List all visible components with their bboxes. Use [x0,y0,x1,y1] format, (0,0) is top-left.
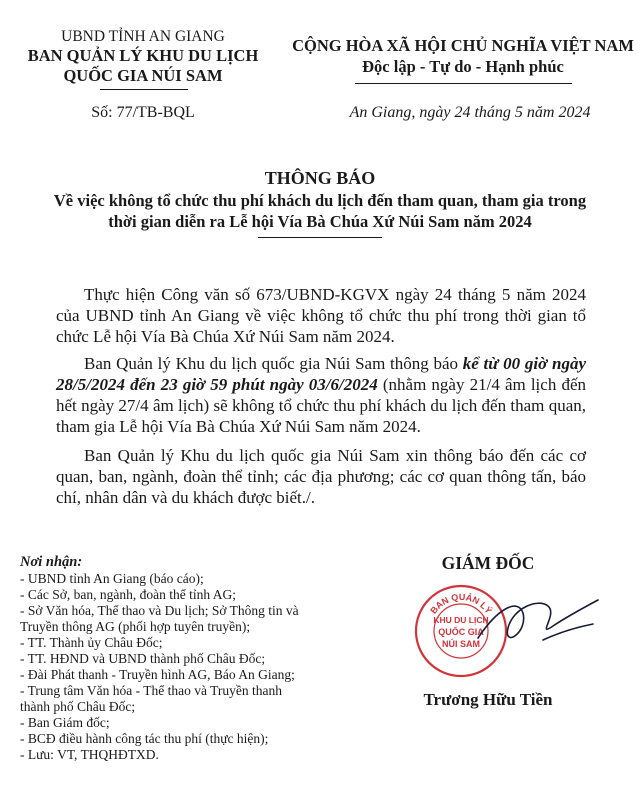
national-heading [286,36,640,78]
document-number: Số: 77/TB-BQL [91,104,195,121]
paragraph-3-text: Ban Quản lý Khu du lịch quốc gia Núi Sam xin thông báo đến các cơ quan, ban, ngành, đoàn thể tỉnh; các địa phương; các cơ quan thông tấn, báo chí, nhân dân và du khách được biết./. [56,446,586,507]
paragraph-3 [56,445,586,508]
paragraph-2-text-end: (nhằm ngày 21/4 âm lịch đến hết ngày 27/4 âm lịch) sẽ không tổ chức thu phí khách du lịch đến tham quan, tham gia Lễ hội Vía Bà Chúa Xứ Núi Sam năm 2024. [56,375,586,436]
recipient-item: Truyền thông AG (phối hợp tuyên truyền); [20,619,251,634]
official-stamp [408,578,608,688]
agency-name-line2: QUỐC GIA NÚI SAM [63,66,223,85]
recipients-list [20,553,320,763]
recipients-heading: Nơi nhận: [20,554,83,570]
issuing-body [0,28,286,86]
national-motto: Độc lập - Tự do - Hạnh phúc [362,57,564,76]
signer-title: GIÁM ĐỐC [441,553,535,573]
recipient-item: - Các Sở, ban, ngành, đoàn thể tỉnh AG; [20,587,236,602]
recipient-item: - BCĐ điều hành công tác thu phí (thực hiện); [20,731,269,746]
paragraph-1-text: Thực hiện Công văn số 673/UBND-KGVX ngày 24 tháng 5 năm 2024 của UBND tỉnh An Giang về việc không tổ chức thu phí trong thời gian tổ chức Lễ hội Vía Bà Chúa Xứ Núi Sam năm 2024. [56,285,586,346]
province-committee: UBND TỈNH AN GIANG [61,28,225,45]
recipient-item: - Sở Văn hóa, Thể thao và Du lịch; Sở Thông tin và [20,603,299,618]
subject-line2: thời gian diễn ra Lễ hội Vía Bà Chúa Xứ Núi Sam năm 2024 [108,212,532,231]
signer-name: Trương Hữu Tiền [423,690,553,709]
country-name: CỘNG HÒA XÃ HỘI CHỦ NGHĨA VIỆT NAM [292,36,634,55]
stamp-line2: QUỐC GIA [438,627,484,637]
document-title: THÔNG BÁO [264,168,376,188]
recipient-item: - TT. Thành ủy Châu Đốc; [20,635,163,650]
subject-line1: Về việc không tổ chức thu phí khách du lịch đến tham quan, tham gia trong [53,191,587,210]
right-header-rule [355,83,572,84]
recipient-item: - UBND tỉnh An Giang (báo cáo); [20,571,204,586]
paragraph-2 [56,353,586,437]
recipient-item: thành phố Châu Đốc; [20,699,136,714]
recipient-item: - Trung tâm Văn hóa - Thể thao và Truyền thanh [20,683,282,698]
recipient-item: - TT. HĐND và UBND thành phố Châu Đốc; [20,651,266,666]
recipient-item: - Lưu: VT, THQHĐTXD. [20,747,159,762]
handwritten-signature [478,600,598,640]
stamp-ring-text: BAN QUẢN LÝ [428,591,494,616]
stamp-line3: NÚI SAM [442,639,480,649]
paragraph-2-text-start: Ban Quản lý Khu du lịch quốc gia Núi Sam thông báo [84,354,463,373]
recipient-item: - Đài Phát thanh - Truyền hình AG, Báo An Giang; [20,667,295,682]
document-subject [0,190,640,232]
paragraph-2-period: kể từ 00 giờ ngày 28/5/2024 đến 23 giờ 59 phút ngày 03/6/2024 [56,354,586,394]
issue-date: An Giang, ngày 24 tháng 5 năm 2024 [349,104,591,121]
paragraph-1 [56,284,586,347]
agency-name-line1: BAN QUẢN LÝ KHU DU LỊCH [27,46,259,65]
recipient-item: - Ban Giám đốc; [20,715,110,730]
stamp-line1: KHU DU LỊCH [433,615,489,625]
title-rule [258,237,382,238]
left-header-rule [100,89,188,90]
